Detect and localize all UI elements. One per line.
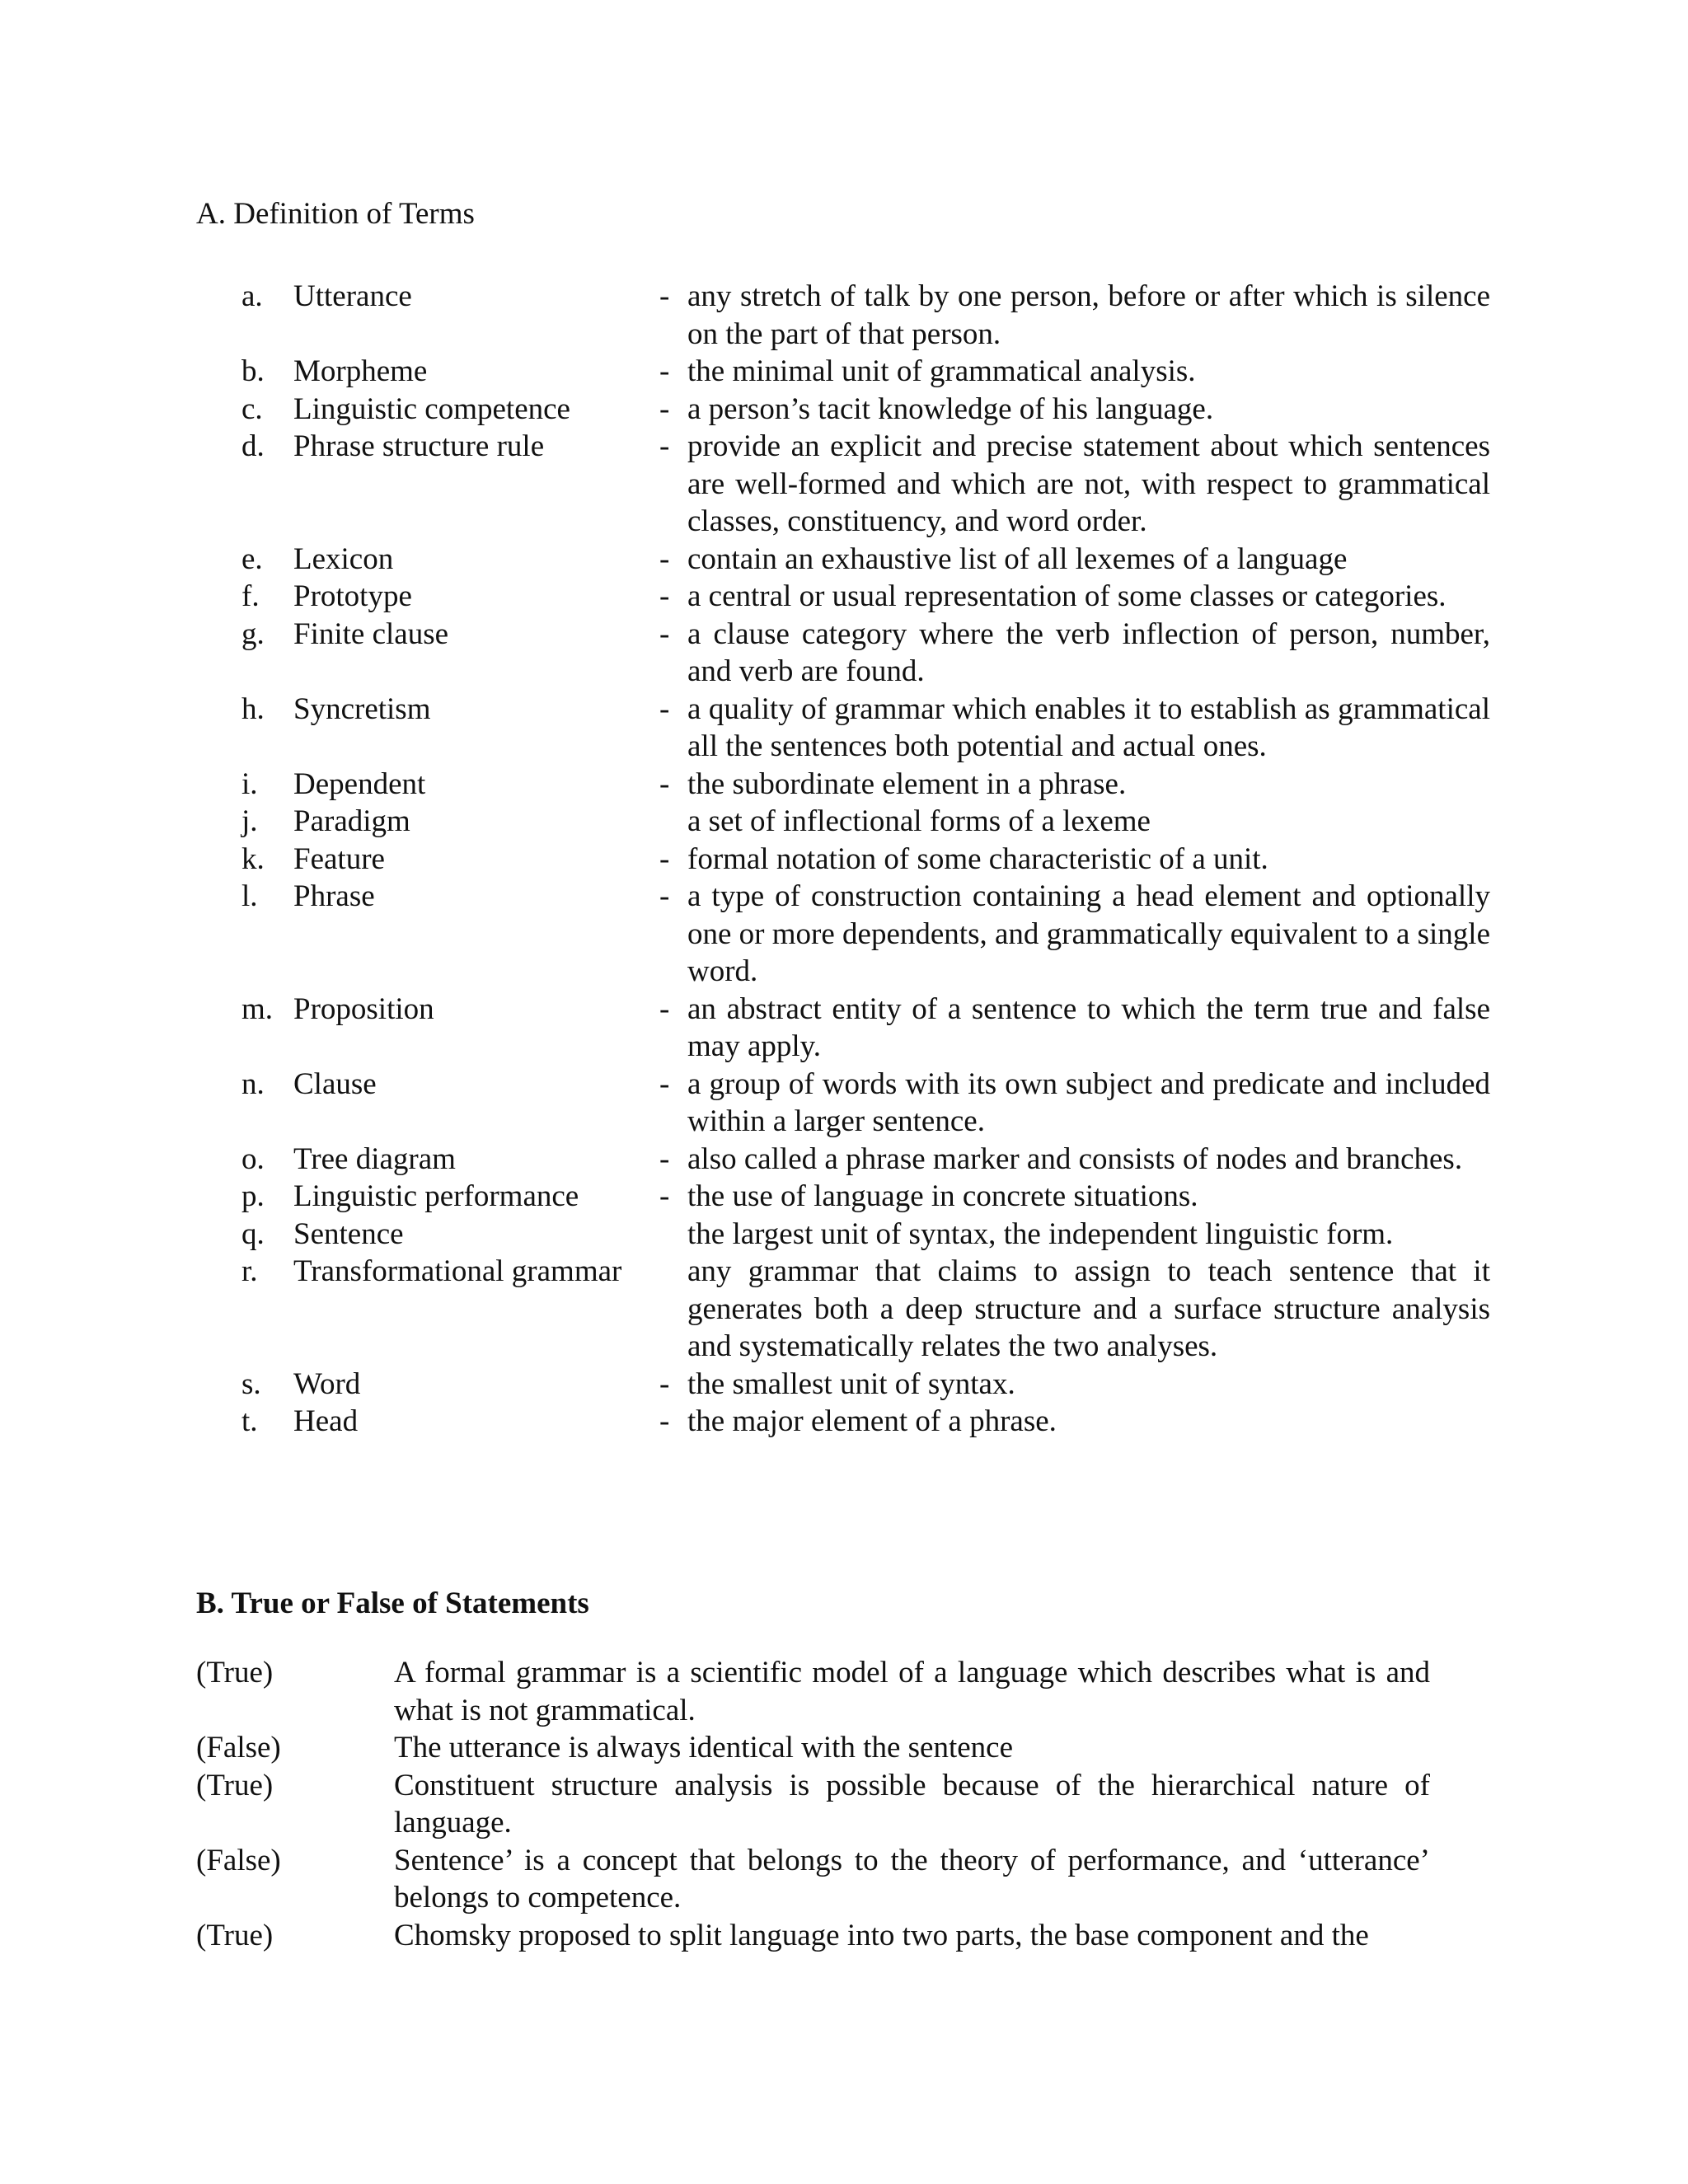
term-name: Phrase structure rule: [293, 429, 545, 463]
statement-row: [196, 1842, 1432, 1917]
term-dash: -: [659, 691, 670, 726]
term-definition: the use of language in concrete situations.: [687, 1179, 1198, 1213]
term-dash: -: [659, 391, 670, 426]
term-dash: -: [659, 541, 670, 576]
statement-row: [196, 1654, 1432, 1729]
term-letter: d.: [241, 429, 265, 463]
term-letter: m.: [241, 991, 274, 1026]
term-definition: the major element of a phrase.: [687, 1404, 1057, 1438]
term-name: Proposition: [293, 991, 434, 1026]
term-name: Morpheme: [293, 354, 428, 388]
term-name: Finite clause: [293, 616, 449, 651]
term-dash: -: [659, 354, 670, 388]
term-row: [196, 766, 1492, 804]
term-row: [196, 541, 1492, 579]
term-definition: a person’s tacit knowledge of his language.: [687, 391, 1214, 426]
term-name: Feature: [293, 841, 385, 876]
section-a-title: A. Definition of Terms: [196, 197, 475, 231]
term-name: Clause: [293, 1066, 377, 1101]
statement-answer: (True): [196, 1656, 274, 1690]
term-letter: s.: [241, 1366, 261, 1401]
term-definition: a set of inflectional forms of a lexeme: [687, 804, 1151, 838]
statement-text: The utterance is always identical with the sentence: [394, 1731, 1014, 1765]
statement-answer: (False): [196, 1843, 281, 1877]
term-name: Paradigm: [293, 804, 410, 838]
statements-list: [196, 1654, 1432, 1954]
term-row: [196, 691, 1492, 766]
term-definition: a clause category where the verb inflection of person, number, and verb are found.: [687, 616, 1490, 688]
term-definition: also called a phrase marker and consists of nodes and branches.: [687, 1141, 1463, 1176]
term-letter: c.: [241, 391, 263, 426]
term-dash: -: [659, 1366, 670, 1401]
term-dash: -: [659, 991, 670, 1026]
term-dash: -: [659, 879, 670, 913]
term-row: [196, 803, 1492, 841]
term-row: [196, 1066, 1492, 1141]
term-name: Linguistic performance: [293, 1179, 579, 1213]
statement-text: Sentence’ is a concept that belongs to the theory of performance, and ‘utterance’ belongs to competence.: [394, 1843, 1430, 1915]
term-row: [196, 278, 1492, 353]
term-name: Transformational grammar: [293, 1254, 622, 1288]
term-definition: contain an exhaustive list of all lexemes of a language: [687, 541, 1348, 576]
statement-row: [196, 1729, 1432, 1767]
term-dash: -: [659, 841, 670, 876]
term-dash: -: [659, 1404, 670, 1438]
statement-text: Chomsky proposed to split language into two parts, the base component and the: [394, 1918, 1369, 1952]
term-dash: -: [659, 766, 670, 801]
term-name: Linguistic competence: [293, 391, 570, 426]
term-letter: p.: [241, 1179, 265, 1213]
term-name: Phrase: [293, 879, 375, 913]
statement-row: [196, 1917, 1432, 1955]
terms-list: [196, 278, 1492, 1441]
term-letter: h.: [241, 691, 265, 726]
statement-text: Constituent structure analysis is possible because of the hierarchical nature of language.: [394, 1768, 1430, 1840]
term-letter: a.: [241, 279, 263, 313]
term-definition: a group of words with its own subject and predicate and included within a larger sentence.: [687, 1066, 1490, 1138]
term-name: Word: [293, 1366, 361, 1401]
term-definition: formal notation of some characteristic of a unit.: [687, 841, 1268, 876]
statement-answer: (False): [196, 1731, 281, 1765]
term-name: Prototype: [293, 579, 412, 613]
term-name: Head: [293, 1404, 359, 1438]
term-row: [196, 1141, 1492, 1179]
term-name: Syncretism: [293, 691, 431, 726]
term-letter: k.: [241, 841, 265, 876]
term-row: [196, 878, 1492, 991]
term-dash: -: [659, 279, 670, 313]
term-definition: the subordinate element in a phrase.: [687, 766, 1127, 801]
term-letter: b.: [241, 354, 265, 388]
term-definition: an abstract entity of a sentence to which the term true and false may apply.: [687, 991, 1490, 1063]
term-definition: any stretch of talk by one person, before or after which is silence on the part of that person.: [687, 279, 1490, 351]
term-row: [196, 841, 1492, 879]
term-name: Utterance: [293, 279, 412, 313]
term-dash: -: [659, 1066, 670, 1101]
term-letter: j.: [241, 804, 258, 838]
term-row: [196, 1403, 1492, 1441]
term-row: [196, 1216, 1492, 1254]
term-definition: a type of construction containing a head element and optionally one or more dependents, and grammatically equivalent to a single word.: [687, 879, 1491, 988]
term-name: Dependent: [293, 766, 426, 801]
term-dash: -: [659, 1179, 670, 1213]
term-letter: e.: [241, 541, 263, 576]
term-row: [196, 616, 1492, 691]
term-letter: o.: [241, 1141, 265, 1176]
term-name: Sentence: [293, 1216, 404, 1251]
term-definition: provide an explicit and precise statement about which sentences are well-formed and which are not, with respect to grammatical classes, constituency, and word order.: [687, 429, 1490, 538]
section-b-title: B. True or False of Statements: [196, 1586, 589, 1620]
term-letter: l.: [241, 879, 258, 913]
term-letter: i.: [241, 766, 258, 801]
term-dash: -: [659, 1141, 670, 1176]
term-dash: -: [659, 429, 670, 463]
term-letter: t.: [241, 1404, 258, 1438]
term-definition: the minimal unit of grammatical analysis.: [687, 354, 1196, 388]
term-row: [196, 428, 1492, 541]
term-dash: -: [659, 616, 670, 651]
term-definition: the largest unit of syntax, the independent linguistic form.: [687, 1216, 1394, 1251]
term-row: [196, 353, 1492, 391]
term-definition: the smallest unit of syntax.: [687, 1366, 1015, 1401]
term-row: [196, 1178, 1492, 1216]
term-name: Tree diagram: [293, 1141, 456, 1176]
term-definition: a central or usual representation of some classes or categories.: [687, 579, 1447, 613]
term-letter: q.: [241, 1216, 265, 1251]
statement-answer: (True): [196, 1768, 274, 1802]
term-letter: n.: [241, 1066, 265, 1101]
term-row: [196, 1253, 1492, 1366]
term-definition: a quality of grammar which enables it to establish as grammatical all the sentences both potential and actual ones.: [687, 691, 1490, 763]
term-definition: any grammar that claims to assign to teach sentence that it generates both a deep structure and a surface structure analysis and systematically relates the two analyses.: [687, 1254, 1490, 1363]
term-name: Lexicon: [293, 541, 394, 576]
term-letter: f.: [241, 579, 260, 613]
term-row: [196, 391, 1492, 429]
term-row: [196, 1366, 1492, 1404]
term-dash: -: [659, 579, 670, 613]
term-letter: g.: [241, 616, 265, 651]
term-letter: r.: [241, 1254, 258, 1288]
statement-answer: (True): [196, 1918, 274, 1952]
term-row: [196, 991, 1492, 1066]
statement-text: A formal grammar is a scientific model of a language which describes what is and what is not grammatical.: [394, 1656, 1430, 1727]
statement-row: [196, 1767, 1432, 1842]
term-row: [196, 578, 1492, 616]
